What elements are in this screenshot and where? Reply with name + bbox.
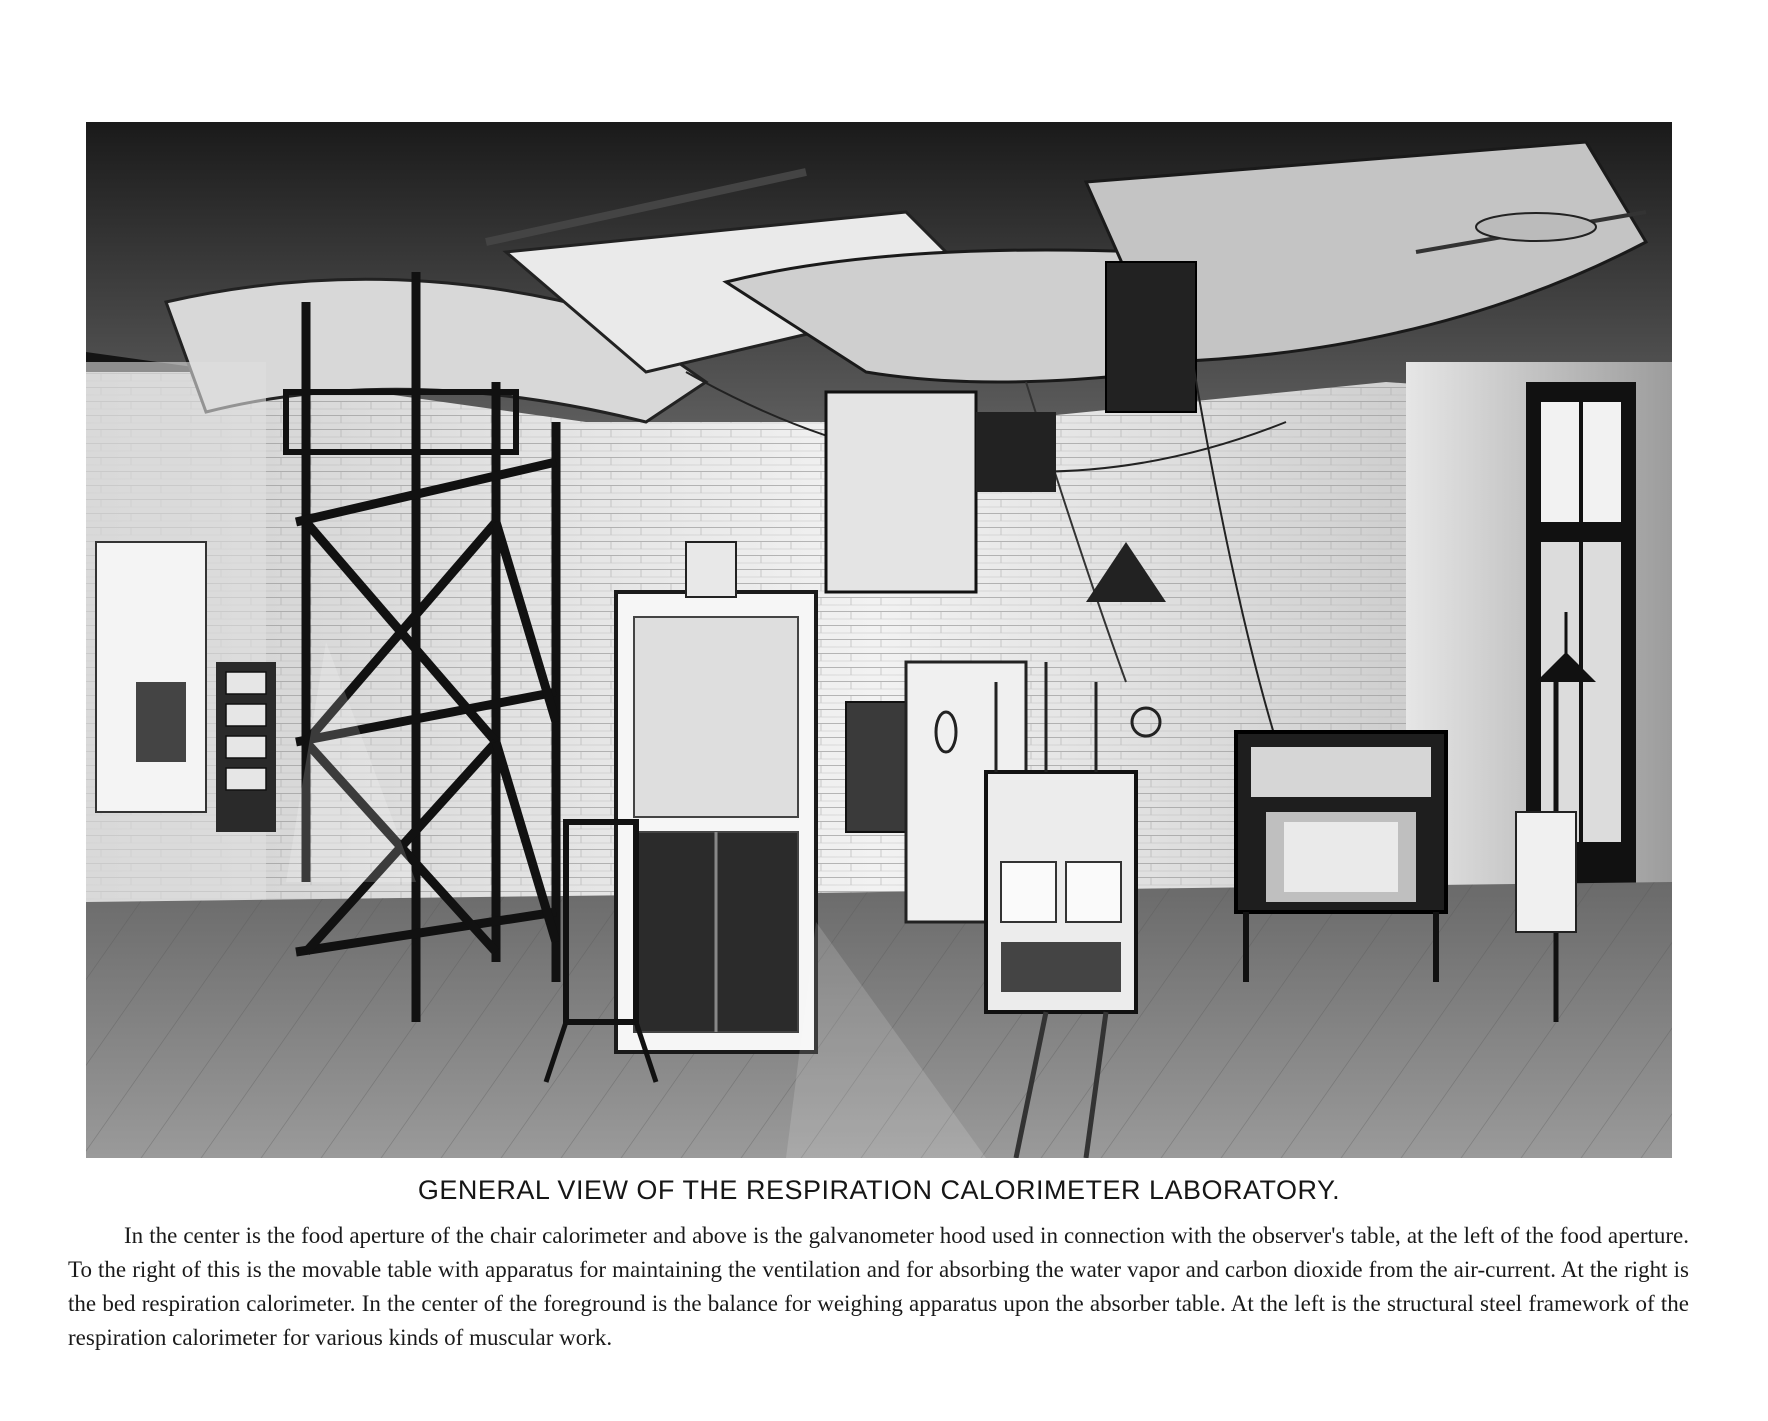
plate-title: GENERAL VIEW OF THE RESPIRATION CALORIMETER LABORATORY. bbox=[417, 1175, 1341, 1205]
laboratory-photo-illustration bbox=[86, 122, 1672, 1158]
laboratory-photograph bbox=[86, 122, 1672, 1158]
plate-caption: In the center is the food aperture of the chair calorimeter and above is the galvanometer hood used in connection with the observer's table, at the left of the food aperture. To the right of this is the movable table with apparatus for maintaining the ventilation and for absorbing the water vapor and carbon dioxide from the air-current. At the right is the bed respiration calorimeter. In the center of the foreground is the balance for weighing apparatus upon the absorber table. At the left is the structural steel framework of the respiration calorimeter for various kinds of muscular work. bbox=[68, 1223, 1689, 1350]
